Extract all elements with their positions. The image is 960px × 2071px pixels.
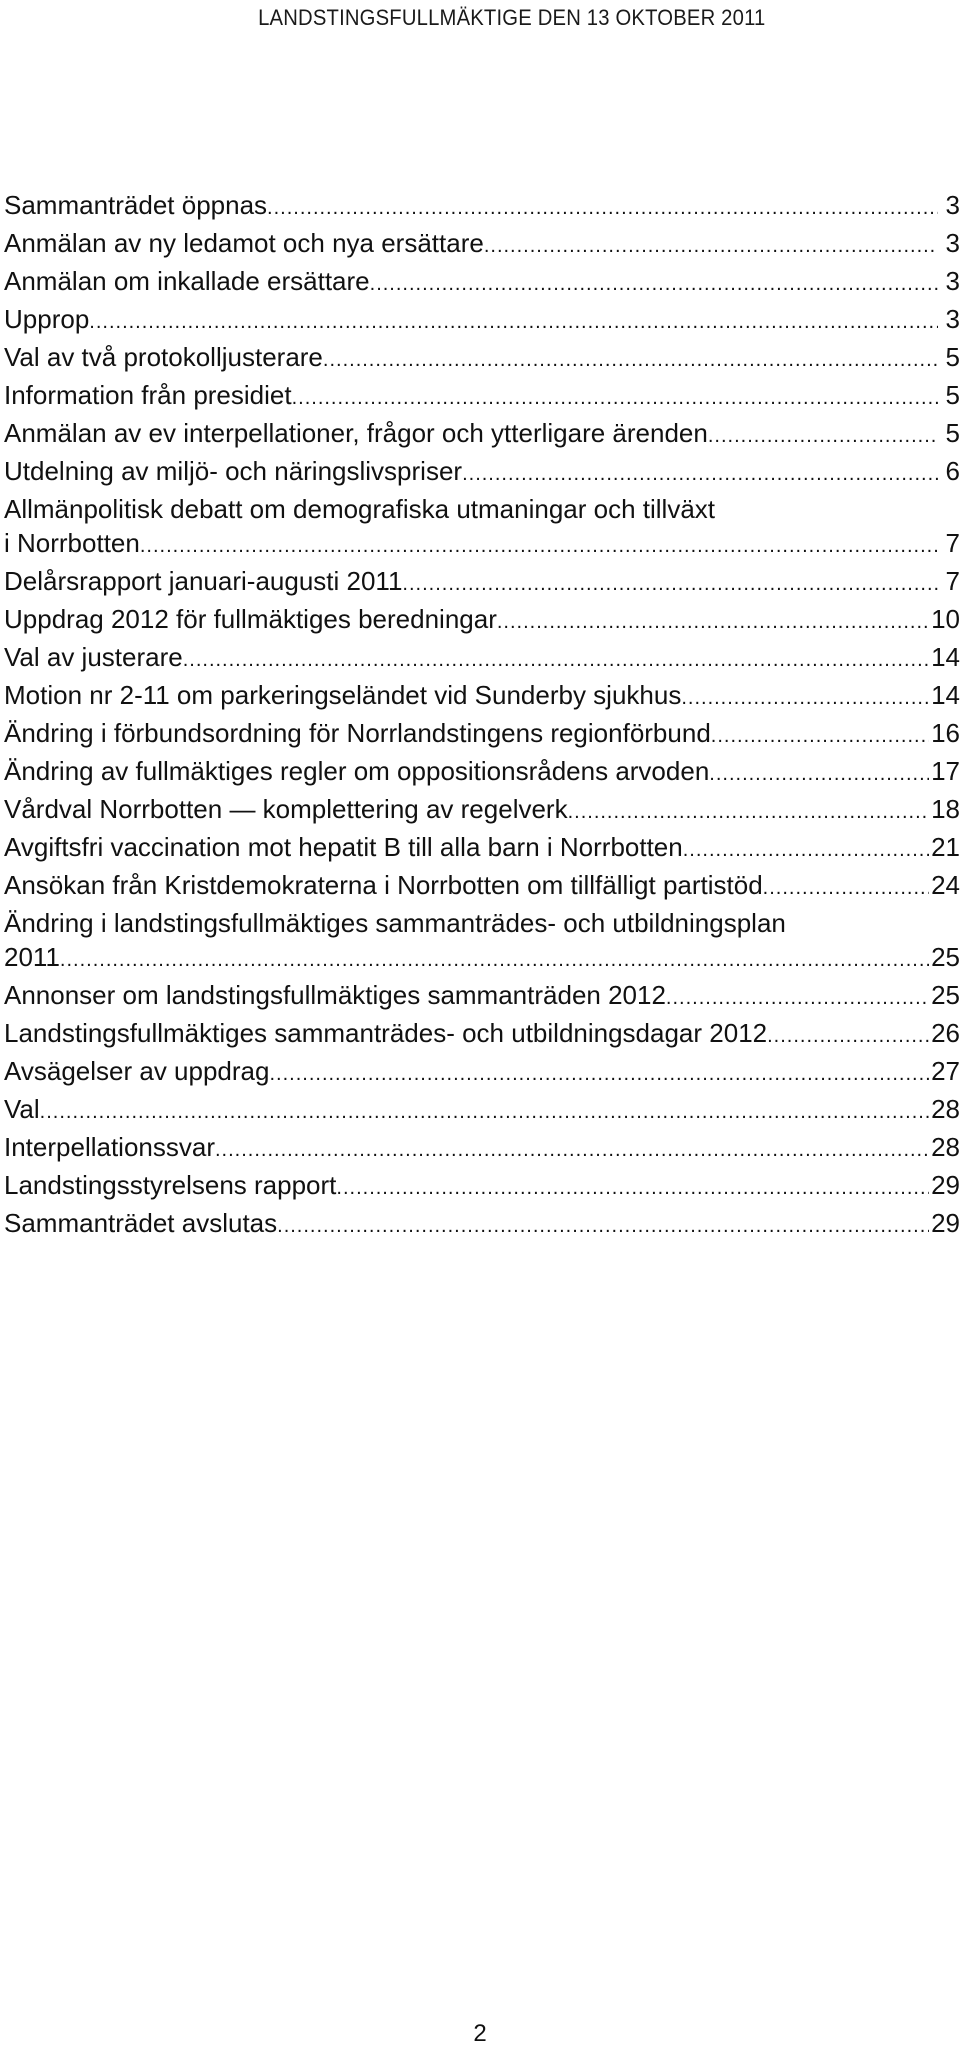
toc-entry[interactable]: [4, 490, 960, 562]
toc-entry-title: Val: [4, 1094, 40, 1124]
toc-entry[interactable]: [4, 600, 960, 638]
toc-entry[interactable]: [4, 262, 960, 300]
toc-entry-title: Val av två protokolljusterare: [4, 342, 323, 372]
toc-entry[interactable]: [4, 338, 960, 376]
toc-entry-page: 25: [931, 942, 960, 972]
toc-entry-page: 17: [931, 756, 960, 786]
toc-entry-title: Anmälan om inkallade ersättare: [4, 266, 370, 296]
toc-entry[interactable]: [4, 186, 960, 224]
toc-entry-title: Vårdval Norrbotten — komplettering av regelverk: [4, 794, 568, 824]
toc-leader-dots: [767, 1019, 929, 1052]
toc-entry-page: 29: [931, 1208, 960, 1238]
toc-entry-page: 14: [931, 642, 960, 672]
toc-entry[interactable]: [4, 976, 960, 1014]
toc-entry-page: 24: [931, 870, 960, 900]
toc-entry-page: 10: [931, 604, 960, 634]
toc-entry[interactable]: [4, 414, 960, 452]
toc-entry-page: 5: [945, 342, 960, 372]
toc-leader-dots: [40, 1095, 929, 1128]
toc-entry-title: Val av justerare: [4, 642, 183, 672]
table-of-contents: [4, 186, 960, 1242]
toc-entry-title: Ansökan från Kristdemokraterna i Norrbotten om tillfälligt partistöd: [4, 870, 763, 900]
toc-entry-title: Avgiftsfri vaccination mot hepatit B till alla barn i Norrbotten: [4, 832, 683, 862]
toc-entry-page: 27: [931, 1056, 960, 1086]
toc-entry[interactable]: [4, 562, 960, 600]
toc-entry-title-line1: Allmänpolitisk debatt om demografiska utmaningar och tillväxt: [4, 494, 716, 524]
toc-leader-dots: [277, 1209, 929, 1242]
page-header-title: LANDSTINGSFULLMÄKTIGE DEN 13 OKTOBER 2011: [257, 5, 765, 30]
toc-leader-dots: [484, 229, 938, 262]
toc-entry-page: 3: [945, 266, 960, 296]
toc-entry-title: Utdelning av miljö- och näringslivspriser: [4, 456, 463, 486]
toc-entry-page: 5: [945, 380, 960, 410]
toc-entry[interactable]: [4, 1166, 960, 1204]
toc-leader-dots: [709, 757, 929, 790]
toc-leader-dots: [60, 943, 929, 976]
page-number: 2: [473, 2020, 487, 2047]
toc-leader-dots: [462, 457, 938, 490]
toc-entry-title: Interpellationssvar: [4, 1132, 215, 1162]
toc-leader-dots: [336, 1171, 929, 1204]
toc-leader-dots: [683, 833, 929, 866]
toc-leader-dots: [370, 267, 938, 300]
toc-leader-dots: [292, 381, 938, 414]
toc-entry[interactable]: [4, 1014, 960, 1052]
toc-entry[interactable]: [4, 828, 960, 866]
toc-entry-title: 2011: [4, 942, 60, 972]
toc-entry-title: i Norrbotten: [4, 528, 140, 558]
toc-entry[interactable]: [4, 866, 960, 904]
toc-leader-dots: [269, 1057, 929, 1090]
toc-entry-title: Anmälan av ny ledamot och nya ersättare: [4, 228, 484, 258]
toc-entry[interactable]: [4, 1090, 960, 1128]
toc-entry[interactable]: [4, 452, 960, 490]
toc-leader-dots: [666, 981, 929, 1014]
toc-entry[interactable]: [4, 790, 960, 828]
toc-entry-page: 6: [945, 456, 960, 486]
toc-entry-title: Landstingsfullmäktiges sammanträdes- och utbildningsdagar 2012: [4, 1018, 768, 1048]
toc-leader-dots: [568, 795, 929, 828]
toc-entry-title: Annonser om landstingsfullmäktiges sammanträden 2012: [4, 980, 666, 1010]
toc-entry-title-line1: Ändring i landstingsfullmäktiges sammanträdes- och utbildningsplan: [4, 908, 786, 938]
toc-entry[interactable]: [4, 300, 960, 338]
toc-entry[interactable]: [4, 714, 960, 752]
toc-entry-page: 26: [931, 1018, 960, 1048]
toc-entry-title: Avsägelser av uppdrag: [4, 1056, 270, 1086]
toc-entry[interactable]: [4, 638, 960, 676]
toc-entry-title: Ändring av fullmäktiges regler om oppositionsrådens arvoden: [4, 756, 710, 786]
toc-entry-title: Information från presidiet: [4, 380, 292, 410]
toc-leader-dots: [215, 1133, 929, 1166]
toc-entry[interactable]: [4, 904, 960, 976]
toc-entry-page: 3: [945, 190, 960, 220]
toc-entry-title: Uppdrag 2012 för fullmäktiges beredningar: [4, 604, 497, 634]
toc-leader-dots: [681, 681, 929, 714]
toc-leader-dots: [183, 643, 929, 676]
toc-entry-page: 25: [931, 980, 960, 1010]
toc-entry-page: 16: [931, 718, 960, 748]
toc-leader-dots: [402, 567, 938, 600]
toc-entry-page: 7: [945, 528, 960, 558]
toc-entry-page: 18: [931, 794, 960, 824]
toc-leader-dots: [708, 419, 938, 452]
toc-entry-page: 3: [945, 228, 960, 258]
toc-entry-page: 29: [931, 1170, 960, 1200]
toc-entry-title: Sammanträdet öppnas: [4, 190, 268, 220]
toc-entry-title: Anmälan av ev interpellationer, frågor och ytterligare ärenden: [4, 418, 708, 448]
toc-entry-page: 3: [945, 304, 960, 334]
toc-entry[interactable]: [4, 224, 960, 262]
toc-entry-page: 28: [931, 1132, 960, 1162]
toc-entry-title: Ändring i förbundsordning för Norrlandstingens regionförbund: [4, 718, 711, 748]
toc-entry-title: Upprop: [4, 304, 90, 334]
toc-leader-dots: [711, 719, 929, 752]
toc-entry-page: 7: [945, 566, 960, 596]
toc-entry[interactable]: [4, 376, 960, 414]
toc-entry-page: 21: [931, 832, 960, 862]
toc-entry[interactable]: [4, 676, 960, 714]
toc-leader-dots: [89, 305, 938, 338]
toc-entry-page: 5: [945, 418, 960, 448]
toc-leader-dots: [763, 871, 929, 904]
toc-entry[interactable]: [4, 1052, 960, 1090]
toc-entry[interactable]: [4, 752, 960, 790]
toc-leader-dots: [497, 605, 929, 638]
toc-entry-page: 14: [931, 680, 960, 710]
toc-entry-title: Delårsrapport januari-augusti 2011: [4, 566, 403, 596]
toc-entry-title: Sammanträdet avslutas: [4, 1208, 278, 1238]
toc-leader-dots: [323, 343, 938, 376]
toc-entry-title: Motion nr 2-11 om parkeringseländet vid Sunderby sjukhus: [4, 680, 682, 710]
toc-entry-title: Landstingsstyrelsens rapport: [4, 1170, 337, 1200]
toc-leader-dots: [267, 191, 938, 224]
toc-entry[interactable]: [4, 1204, 960, 1242]
toc-entry[interactable]: [4, 1128, 960, 1166]
toc-leader-dots: [140, 529, 938, 562]
toc-entry-page: 28: [931, 1094, 960, 1124]
